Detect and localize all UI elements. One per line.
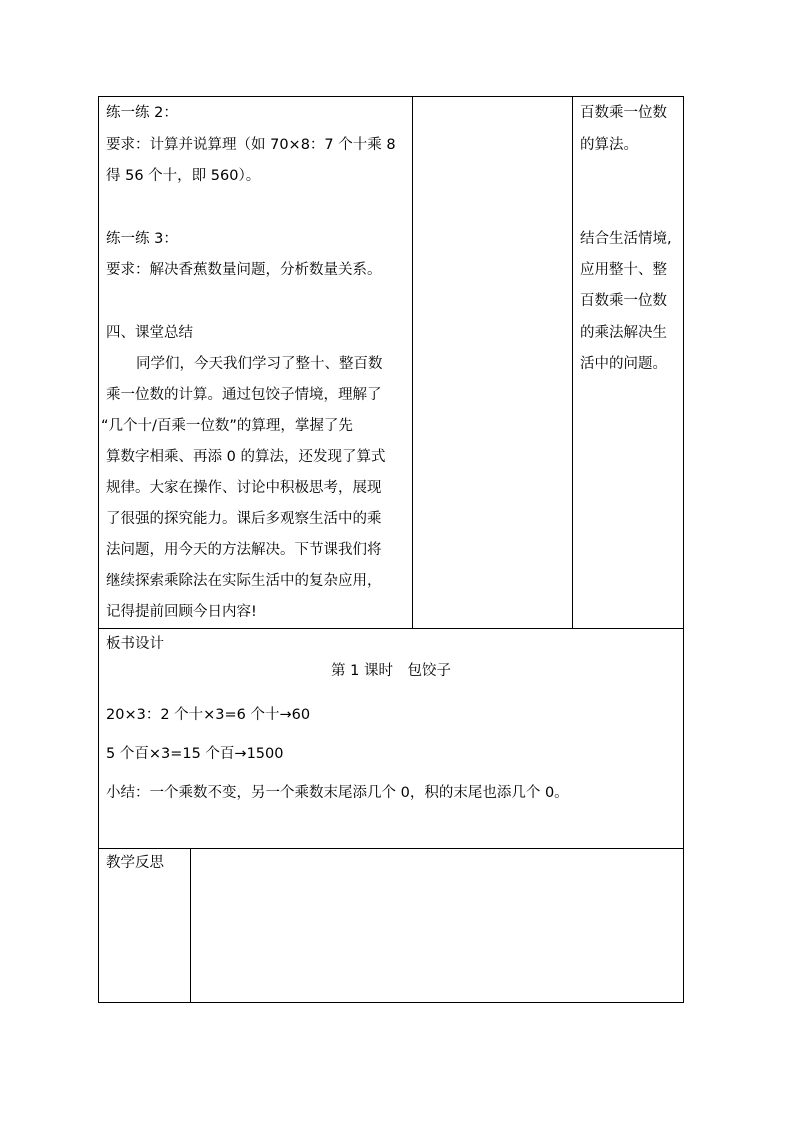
column-divider-1	[412, 96, 413, 628]
summary-text-line: 继续探索乘除法在实际生活中的复杂应用，	[106, 573, 382, 589]
practice-3-requirement: 要求：解决香蕉数量问题，分析数量关系。	[106, 262, 382, 278]
summary-text-line: 规律。大家在操作、讨论中积极思考，展现	[106, 480, 382, 496]
design-intent-line: 百数乘一位数	[580, 293, 667, 309]
summary-text-line: 乘一位数的计算。通过包饺子情境，理解了	[106, 387, 382, 403]
design-intent-line: 应用整十、整	[580, 262, 667, 278]
practice-2-requirement: 要求：计算并说算理（如 70×8：7 个十乘 8	[106, 137, 396, 153]
board-design-line: 20×3：2 个十×3=6 个十→60	[106, 707, 311, 723]
board-design-summary: 小结：一个乘数不变，另一个乘数末尾添几个 0，积的末尾也添几个 0。	[106, 785, 569, 801]
design-intent-line: 的算法。	[580, 137, 638, 153]
reflection-label: 教学反思	[106, 855, 164, 871]
summary-heading: 四、课堂总结	[106, 325, 193, 341]
design-intent-line: 活中的问题。	[580, 356, 667, 372]
summary-text-line: 记得提前回顾今日内容!	[106, 604, 257, 620]
summary-text-line: 法问题，用今天的方法解决。下节课我们将	[106, 542, 382, 558]
reflection-content-area[interactable]	[191, 849, 683, 1002]
design-intent-line: 的乘法解决生	[580, 325, 667, 341]
summary-text-line: “几个十/百乘一位数”的算理，掌握了先	[101, 418, 353, 434]
board-design-line: 5 个百×3=15 个百→1500	[106, 746, 284, 762]
board-design-label: 板书设计	[106, 636, 164, 652]
summary-text-line: 了很强的探究能力。课后多观察生活中的乘	[106, 511, 382, 527]
design-intent-line: 结合生活情境,	[580, 231, 672, 247]
row-divider-1	[98, 628, 684, 629]
practice-3-title: 练一练 3：	[106, 231, 178, 247]
design-intent-line: 百数乘一位数	[580, 105, 667, 121]
summary-text-line: 算数字相乘、再添 0 的算法，还发现了算式	[106, 449, 386, 465]
column-divider-2	[572, 96, 573, 628]
board-design-title: 第 1 课时 包饺子	[331, 663, 451, 679]
practice-2-title: 练一练 2：	[106, 105, 178, 121]
practice-2-requirement-cont: 得 56 个十，即 560）。	[106, 168, 261, 184]
summary-text-line: 同学们，今天我们学习了整十、整百数	[136, 356, 383, 372]
